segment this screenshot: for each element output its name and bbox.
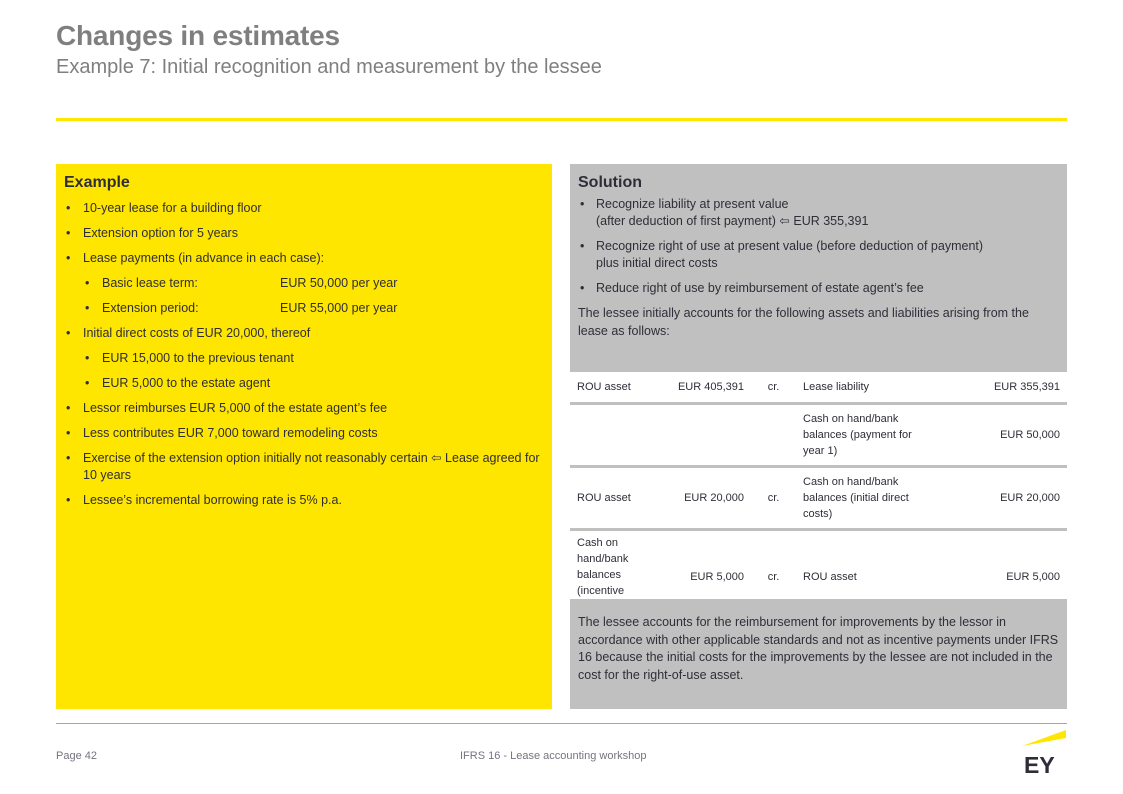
list-item: • 10-year lease for a building floor — [64, 200, 544, 217]
solution-closing: The lessee accounts for the reimbursement for improvements by the lessor in accordance with other applicable standards and not as incentive payments under IFRS 16 because the initial costs for the improvements by the lessee are not included in the cost for the right-of-use asset. — [578, 615, 1059, 682]
credit-amount: EUR 20,000 — [938, 468, 1067, 531]
list-item: • EUR 5,000 to the estate agent — [83, 375, 544, 392]
debit-amount-cell — [661, 531, 751, 599]
credit-account: ROU asset — [803, 571, 857, 583]
list-item — [578, 280, 1059, 297]
list-item — [578, 238, 1059, 272]
list-item-text: Initial direct costs of EUR 20,000, thereof — [83, 326, 311, 340]
payment-value: EUR 55,000 per year — [280, 301, 398, 315]
list-item — [83, 275, 544, 292]
credit-account-cell — [796, 531, 938, 599]
title-divider — [56, 118, 1067, 121]
debit-amount: EUR 405,391 — [661, 372, 751, 405]
solution-intro: The lessee initially accounts for the following assets and liabilities arising from the lease as follows: — [578, 306, 1029, 338]
debit-account: ROU asset — [570, 372, 661, 405]
debit-amount: EUR 5,000 — [690, 571, 744, 583]
list-item — [64, 250, 544, 317]
credit-amount: EUR 355,391 — [938, 372, 1067, 405]
page-subtitle: Example 7: Initial recognition and measurement by the lessee — [56, 56, 602, 78]
list-item-line: plus initial direct costs — [596, 256, 718, 270]
credit-marker-cell — [751, 531, 796, 599]
journal-entries-table — [570, 372, 1067, 599]
list-item-line: Recognize liability at present value — [596, 197, 789, 211]
credit-marker — [751, 405, 796, 468]
credit-account: Lease liability — [796, 372, 938, 405]
debit-amount — [661, 405, 751, 468]
debit-account-cell — [570, 531, 661, 599]
list-item: • EUR 15,000 to the previous tenant — [83, 350, 544, 367]
list-item-line: Recognize right of use at present value (before deduction of payment) — [596, 239, 984, 253]
list-item: • Extension option for 5 years — [64, 225, 544, 242]
list-item — [64, 325, 544, 392]
list-item — [578, 196, 1059, 230]
solution-list — [578, 196, 1059, 297]
credit-account: Cash on hand/bank balances (payment for year 1) — [796, 405, 938, 468]
credit-amount: EUR 5,000 — [1006, 571, 1060, 583]
payments-list — [83, 275, 544, 317]
payment-label: Extension period: — [102, 301, 199, 315]
debit-amount: EUR 20,000 — [661, 468, 751, 531]
solution-closing-box — [570, 606, 1067, 684]
table-row — [570, 372, 1067, 405]
page-number: Page 42 — [56, 750, 97, 762]
list-item: • Lessor reimburses EUR 5,000 of the estate agent’s fee — [64, 400, 544, 417]
list-item-line: Reduce right of use by reimbursement of estate agent’s fee — [596, 281, 924, 295]
footer-title: IFRS 16 - Lease accounting workshop — [460, 750, 647, 762]
list-item-text: Lease payments (in advance in each case): — [83, 251, 325, 265]
debit-account: ROU asset — [570, 468, 661, 531]
solution-top — [570, 164, 1067, 340]
payment-label: Basic lease term: — [102, 276, 198, 290]
page-title: Changes in estimates — [56, 20, 340, 51]
example-panel — [56, 164, 552, 709]
example-list — [64, 200, 544, 509]
credit-marker: cr. — [751, 468, 796, 531]
table-row — [570, 468, 1067, 531]
table-row — [570, 405, 1067, 468]
list-item-line: (after deduction of first payment) ⇦ EUR 355,391 — [596, 214, 869, 228]
credit-amount: EUR 50,000 — [938, 405, 1067, 468]
credit-amount-cell — [938, 531, 1067, 599]
table-row — [570, 531, 1067, 599]
credit-marker: cr. — [767, 571, 780, 583]
debit-account: Cash on hand/bank balances (incentive — [577, 537, 629, 597]
footer-divider — [56, 723, 1067, 724]
svg-text:EY: EY — [1024, 752, 1055, 776]
debit-account — [570, 405, 661, 468]
example-heading: Example — [64, 174, 130, 191]
ey-logo-icon — [1022, 730, 1068, 776]
payment-value: EUR 50,000 per year — [280, 276, 398, 290]
direct-costs-list — [83, 350, 544, 392]
list-item: • Exercise of the extension option initially not reasonably certain ⇦ Lease agreed for 10 years — [64, 450, 544, 484]
list-item: • Less contributes EUR 7,000 toward remodeling costs — [64, 425, 544, 442]
solution-heading: Solution — [578, 174, 642, 191]
list-item: • Lessee’s incremental borrowing rate is 5% p.a. — [64, 492, 544, 509]
credit-account: Cash on hand/bank balances (initial direct costs) — [796, 468, 938, 531]
solution-panel — [570, 164, 1067, 709]
credit-marker: cr. — [751, 372, 796, 405]
list-item — [83, 300, 544, 317]
